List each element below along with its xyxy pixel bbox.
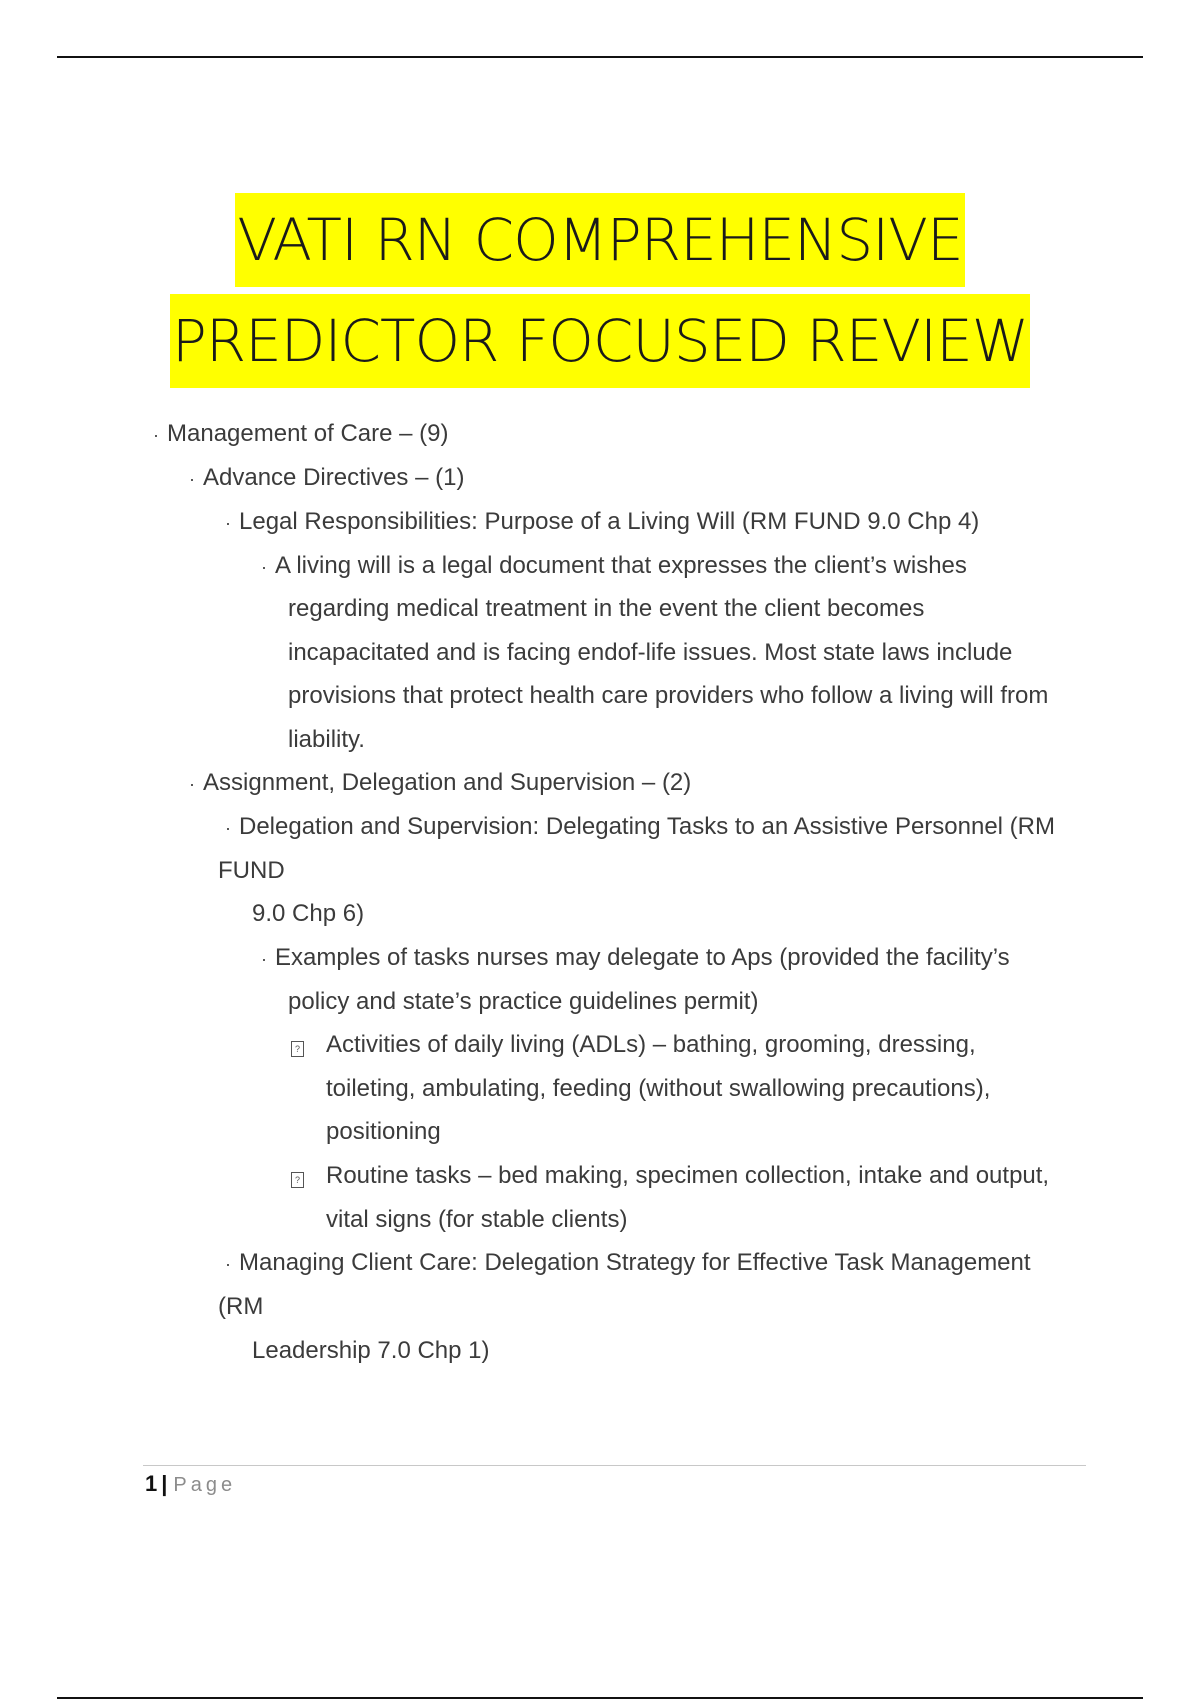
missing-glyph-bullet-icon: ? — [291, 1172, 304, 1188]
top-rule — [57, 56, 1143, 58]
document-title-part-2: PREDICTOR FOCUSED REVIEW — [170, 294, 1030, 388]
outline-continuation: regarding medical treatment in the event the client becomes — [288, 595, 925, 622]
document-title-part-1: VATI RN COMPREHENSIVE — [235, 193, 964, 287]
outline-item-level4 — [261, 942, 1010, 975]
outline-text: Management of Care – (9) — [167, 420, 449, 447]
bullet-icon: · — [153, 425, 159, 445]
bullet-icon: · — [261, 949, 267, 969]
page-number: 1 — [145, 1471, 158, 1496]
outline-continuation: Leadership 7.0 Chp 1) — [252, 1337, 490, 1364]
outline-continuation: FUND — [218, 857, 285, 884]
outline-text: Assignment, Delegation and Supervision – (2) — [203, 769, 692, 796]
outline-continuation: 9.0 Chp 6) — [252, 900, 365, 927]
outline-item-level5: Activities of daily living (ADLs) – bathing, grooming, dressing, — [326, 1031, 976, 1058]
outline-continuation: vital signs (for stable clients) — [326, 1206, 628, 1233]
missing-glyph-bullet-icon: ? — [291, 1041, 304, 1057]
footer-rule — [143, 1465, 1086, 1466]
outline-item-level3 — [225, 811, 1055, 844]
outline-continuation: (RM — [218, 1293, 264, 1320]
footer-separator: | — [161, 1471, 168, 1496]
outline-continuation: toileting, ambulating, feeding (without swallowing precautions), — [326, 1075, 991, 1102]
outline-item-level4 — [261, 550, 967, 583]
bullet-icon: · — [189, 774, 195, 794]
page-footer — [145, 1469, 236, 1500]
bottom-rule — [57, 1697, 1143, 1699]
bullet-icon: · — [261, 557, 267, 577]
outline-continuation: incapacitated and is facing endof-life issues. Most state laws include — [288, 639, 1013, 666]
bullet-icon: · — [225, 818, 231, 838]
outline-item-level5: Routine tasks – bed making, specimen collection, intake and output, — [326, 1162, 1050, 1189]
page-label: Page — [173, 1474, 237, 1496]
outline-continuation: positioning — [326, 1118, 441, 1145]
outline-text: Delegation and Supervision: Delegating Tasks to an Assistive Personnel (RM — [239, 813, 1055, 840]
outline-continuation: provisions that protect health care providers who follow a living will from — [288, 682, 1049, 709]
outline-item-level1 — [153, 418, 448, 451]
title-line-2 — [0, 294, 1200, 388]
outline-text: Examples of tasks nurses may delegate to Aps (provided the facility’s — [275, 944, 1010, 971]
bullet-icon: · — [225, 513, 231, 533]
outline-item-level3 — [225, 506, 979, 539]
outline-item-level2 — [189, 767, 691, 800]
title-line-1 — [0, 193, 1200, 287]
outline-text: A living will is a legal document that expresses the client’s wishes — [275, 552, 967, 579]
outline-text: Managing Client Care: Delegation Strategy for Effective Task Management — [239, 1249, 1031, 1276]
outline-continuation: liability. — [288, 726, 365, 753]
bullet-icon: · — [225, 1254, 231, 1274]
bullet-icon: · — [189, 469, 195, 489]
outline-text: Advance Directives – (1) — [203, 464, 465, 491]
outline-continuation: policy and state’s practice guidelines permit) — [288, 988, 759, 1015]
outline-item-level3 — [225, 1247, 1031, 1280]
outline-text: Legal Responsibilities: Purpose of a Living Will (RM FUND 9.0 Chp 4) — [239, 508, 980, 535]
outline-item-level2 — [189, 462, 464, 495]
